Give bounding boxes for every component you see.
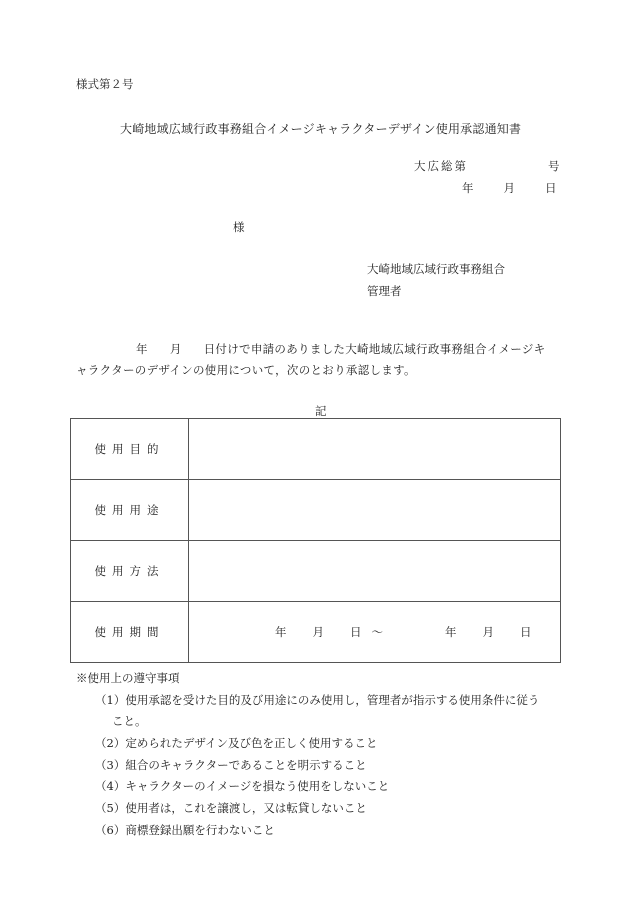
sender-organization: 大崎地域広域行政事務組合 bbox=[367, 262, 505, 276]
to-year: 年 bbox=[445, 625, 457, 639]
note-number: （1） bbox=[95, 693, 126, 707]
reference-prefix: 大広総第 bbox=[414, 159, 468, 173]
note-number: （5） bbox=[95, 801, 126, 815]
period-range bbox=[189, 624, 560, 640]
row-value-method bbox=[189, 541, 561, 602]
from-month: 月 bbox=[312, 625, 324, 639]
to-day: 日 bbox=[520, 625, 532, 639]
note-text: 定められたデザイン及び色を正しく使用すること bbox=[125, 736, 378, 750]
row-label-purpose: 使用目的 bbox=[71, 419, 189, 480]
recipient-honorific: 様 bbox=[233, 220, 245, 234]
body-line-1 bbox=[136, 341, 545, 357]
table-row bbox=[71, 541, 561, 602]
notes-heading: ※使用上の遵守事項 bbox=[76, 671, 180, 685]
note-number: （3） bbox=[95, 758, 126, 772]
sender-title: 管理者 bbox=[367, 284, 402, 298]
approval-table bbox=[70, 418, 561, 663]
note-text: 商標登録出願を行わないこと bbox=[125, 823, 275, 837]
reference-suffix: 号 bbox=[548, 159, 560, 173]
date-day: 日 bbox=[545, 181, 557, 195]
note-item bbox=[95, 778, 389, 794]
body-year: 年 bbox=[136, 342, 148, 356]
note-item bbox=[95, 822, 275, 838]
ki-label: 記 bbox=[315, 404, 327, 418]
date-year: 年 bbox=[462, 181, 474, 195]
table-row bbox=[71, 480, 561, 541]
date-month: 月 bbox=[503, 181, 515, 195]
body-month: 月 bbox=[169, 342, 182, 356]
table-row bbox=[71, 419, 561, 480]
from-year: 年 bbox=[275, 625, 287, 639]
note-text: 使用者は，これを譲渡し，又は転貸しないこと bbox=[125, 801, 367, 815]
form-number: 様式第２号 bbox=[76, 77, 134, 91]
document-title: 大崎地域広域行政事務組合イメージキャラクターデザイン使用承認通知書 bbox=[120, 122, 522, 136]
note-number: （2） bbox=[95, 736, 126, 750]
note-item bbox=[95, 757, 367, 773]
note-item bbox=[95, 735, 378, 751]
issue-date bbox=[462, 180, 557, 196]
row-value-purpose bbox=[189, 419, 561, 480]
note-text: 組合のキャラクターであることを明示すること bbox=[125, 758, 367, 772]
row-label-method: 使用方法 bbox=[71, 541, 189, 602]
note-item bbox=[95, 692, 539, 708]
period-separator: ～ bbox=[371, 625, 383, 639]
body-line-2: ャラクターのデザインの使用について，次のとおり承認します。 bbox=[76, 363, 416, 377]
note-item bbox=[95, 800, 367, 816]
note-number: （4） bbox=[95, 779, 126, 793]
note-item-continued: こと。 bbox=[112, 714, 147, 728]
row-label-use: 使用用途 bbox=[71, 480, 189, 541]
note-number: （6） bbox=[95, 823, 126, 837]
table-row bbox=[71, 602, 561, 663]
from-day: 日 bbox=[350, 625, 362, 639]
to-month: 月 bbox=[482, 625, 494, 639]
row-value-period bbox=[189, 602, 561, 663]
note-text: 使用承認を受けた目的及び用途にのみ使用し，管理者が指示する使用条件に従う bbox=[125, 693, 540, 707]
row-value-use bbox=[189, 480, 561, 541]
body-text-1: 日付けで申請のありました大崎地域広域行政事務組合イメージキ bbox=[203, 342, 546, 356]
reference-number bbox=[414, 158, 560, 174]
note-text: キャラクターのイメージを損なう使用をしないこと bbox=[125, 779, 390, 793]
row-label-period: 使用期間 bbox=[71, 602, 189, 663]
